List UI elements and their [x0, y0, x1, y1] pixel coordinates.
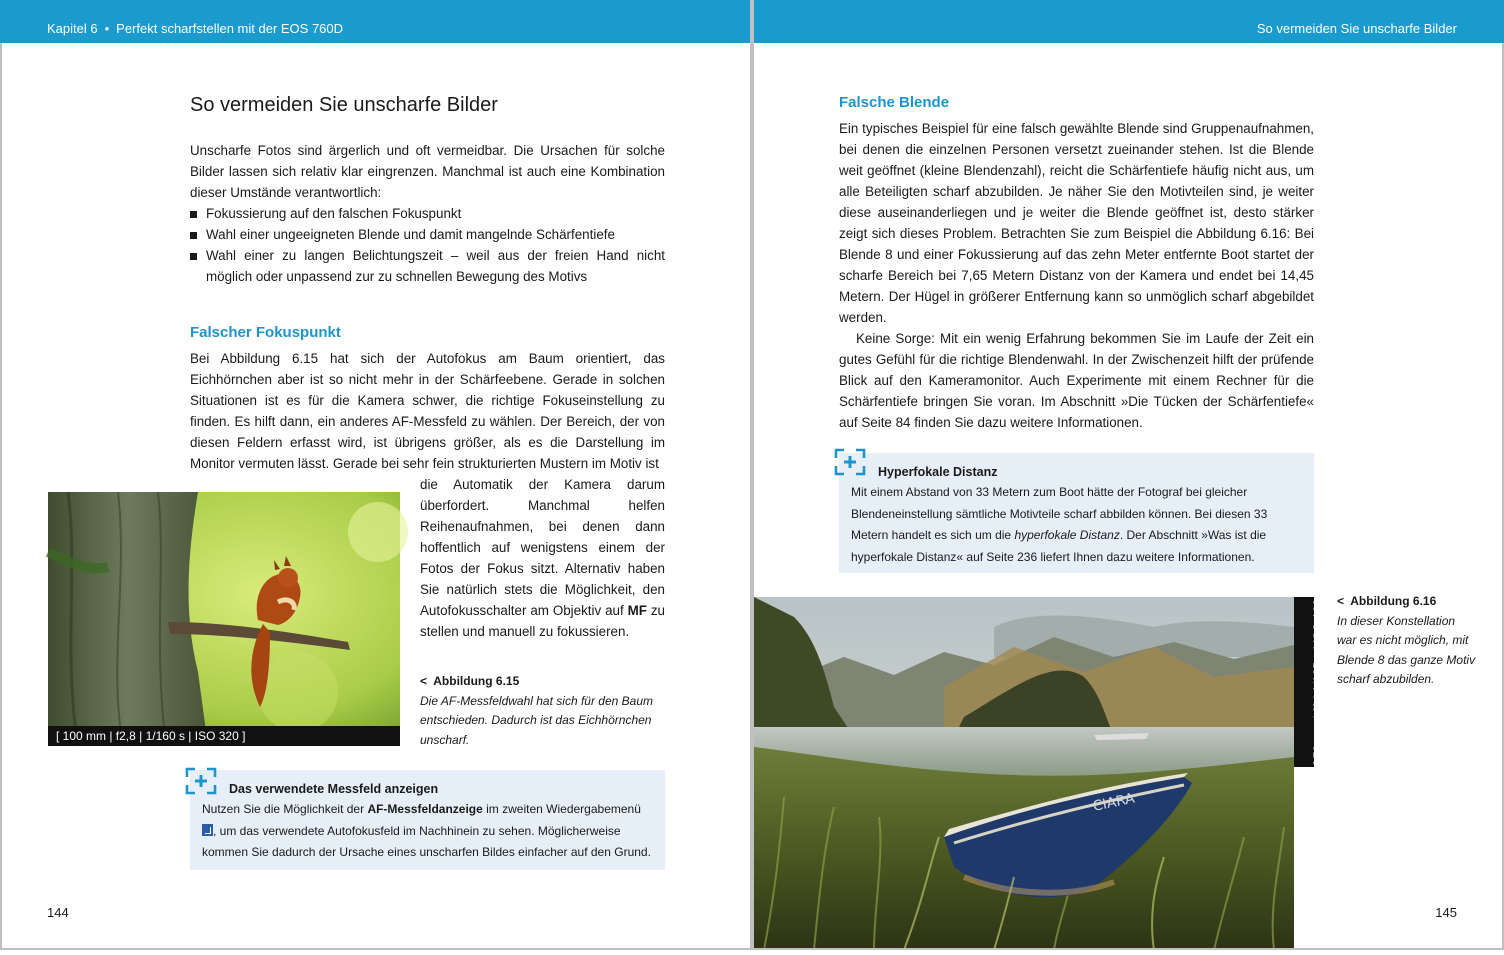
caption-text: In dieser Konstellation war es nicht möglich, mit Blende 8 das ganze Motiv scharf abzubilden. [1337, 613, 1476, 686]
infobox-text: Mit einem Abstand von 33 Metern zum Boot hätte der Fotograf bei gleicher Blendeneinstellung sämtliche Motivteile scharf abbilden können. Bei diesen 33 Metern handelt es sich um die hyperfokale Distanz. Der Abschnitt »Was ist die hyperfokale Distanz« auf Seite 236 liefert Ihnen dazu weitere Informationen. [851, 485, 1268, 564]
caption-text: Die AF-Messfeldwahl hat sich für den Baum entschieden. Dadurch ist das Eichhörnchen unscharf. [420, 693, 653, 747]
bullet-square-icon [190, 232, 197, 239]
cause-list [190, 203, 665, 287]
header-chapter-title: Perfekt scharfstellen mit der EOS 760D [116, 21, 344, 36]
list-item: Wahl einer zu langen Belichtungszeit – weil aus der freien Hand nicht möglich oder unpassend zur zu schnellen Bewegung des Motivs [190, 245, 665, 287]
bullet-square-icon [190, 211, 197, 218]
exif-text: [ 70 mm | f8 | 1/125 s | ISO 100 ] [1311, 592, 1325, 765]
caption-marker: < [420, 674, 428, 688]
caption-6-15 [420, 672, 665, 750]
subheading-falsche-blende: Falsche Blende [839, 94, 950, 111]
left-page [0, 0, 750, 950]
caption-title: Abbildung 6.16 [1350, 594, 1437, 608]
infobox-title: Das verwendete Messfeld anzeigen [229, 782, 439, 796]
intro-block [190, 140, 665, 287]
header-chapter: Kapitel 6 [47, 21, 98, 36]
boat-lake-illustration [754, 597, 1294, 950]
fokus-paragraph: Bei Abbildung 6.15 hat sich der Autofokus am Baum orientiert, das Eichhörnchen aber ist so nicht mehr in der Schärfeebene. Gerade in solchen Situationen ist es für die Kamera schwer, die richtige Fokuseinstellung zu finden. Es hilft dann, ein anderes AF-Messfeld zu wählen. Der Bereich, der von diesen Feldern erfasst wird, ist übrigens größer, als es die Darstellung im Monitor vermuten lässt. Gerade bei sehr fein strukturierten Mustern im Motiv ist [190, 351, 665, 471]
header-section-title: So vermeiden Sie unscharfe Bilder [1256, 21, 1457, 36]
boat-photo [754, 592, 1325, 950]
focus-point-icon [186, 768, 216, 794]
page-number-right: 145 [1435, 905, 1457, 920]
squirrel-photo [48, 492, 400, 746]
caption-marker: < [1337, 594, 1345, 608]
exif-bar-vertical [1294, 592, 1325, 767]
infobox-title: Hyperfokale Distanz [878, 465, 998, 479]
exif-bar: [ 100 mm | f2,8 | 1/160 s | ISO 320 ] [48, 726, 400, 746]
section-heading: So vermeiden Sie unscharfe Bilder [190, 94, 498, 116]
caption-title: Abbildung 6.15 [433, 674, 520, 688]
page-number-left: 144 [47, 905, 69, 920]
fokus-paragraph-continued: die Automatik der Kamera darum überfordert. Manchmal helfen Reihenaufnahmen, bei denen dann hoffentlich auf wenigstens einem der Fotos der Fokus sitzt. Alternativ haben Sie natürlich stets die Möglichkeit, den Autofokusschalter am Objektiv auf MF zu stellen und manuell zu fokussieren. [420, 477, 665, 639]
infobox-messfeld [190, 770, 665, 870]
boat-name-label: CIARA [1091, 790, 1137, 815]
subheading-falscher-fokuspunkt: Falscher Fokuspunkt [190, 324, 341, 341]
playback-menu-icon [202, 824, 213, 836]
squirrel-illustration [48, 492, 400, 746]
running-header-right [754, 0, 1504, 43]
header-separator: • [104, 21, 110, 36]
focus-point-icon [835, 449, 865, 475]
page-frame [0, 0, 2, 950]
list-item: Wahl einer ungeeigneten Blende und damit mangelnde Schärfentiefe [190, 224, 665, 245]
blende-text [839, 118, 1314, 433]
intro-paragraph: Unscharfe Fotos sind ärgerlich und oft vermeidbar. Die Ursachen für solche Bilder lassen sich relativ klar eingrenzen. Manchmal ist auch eine Kombination dieser Umstände verantwortlich: [190, 143, 665, 200]
infobox-text: Nutzen Sie die Möglichkeit der AF-Messfeldanzeige im zweiten Wiedergabemenü , um das verwendete Autofokusfeld im Nachhinein zu sehen. Möglicherweise kommen Sie dadurch der Ursache eines unscharfen Bildes einfacher auf den Grund. [202, 802, 651, 859]
mf-label: MF [627, 603, 647, 618]
blende-paragraph-1: Ein typisches Beispiel für eine falsch gewählte Blende sind Gruppenaufnahmen, bei denen die einzelnen Personen versetzt zueinander stehen. Ist die Blende weit geöffnet (kleine Blendenzahl), reicht die Schärfentiefe häufig nicht aus, um alle Beteiligten scharf abzubilden. Je näher Sie den Motivteilen sind, je weiter diese auseinanderliegen und je weiter die Blende geöffnet ist, desto stärker zeigt sich dieses Problem. Betrachten Sie zum Beispiel die Abbildung 6.16: Bei Blende 8 und einer Fokussierung auf das zehn Meter entfernte Boot startet der scharfe Bereich bei 7,65 Metern Distanz von der Kamera und endet bei 14,45 Metern. Der Hügel in größerer Entfernung kann so unmöglich scharf abgebildet werden. [839, 121, 1314, 325]
right-page [754, 0, 1504, 950]
caption-6-16 [1337, 592, 1477, 690]
blende-paragraph-2: Keine Sorge: Mit ein wenig Erfahrung bekommen Sie im Laufe der Zeit ein gutes Gefühl für die richtige Blendenwahl. In der Zwischenzeit hilft der prüfende Blick auf den Kameramonitor. Auch Experimente mit einem Rechner für die Schärfentiefe bringen Sie voran. Im Abschnitt »Die Tücken der Schärfentiefe« auf Seite 84 finden Sie dazu weitere Informationen. [839, 331, 1314, 430]
bullet-square-icon [190, 253, 197, 260]
running-header-left [0, 0, 750, 43]
infobox-hyperfokal [839, 453, 1314, 573]
list-item: Fokussierung auf den falschen Fokuspunkt [190, 203, 665, 224]
